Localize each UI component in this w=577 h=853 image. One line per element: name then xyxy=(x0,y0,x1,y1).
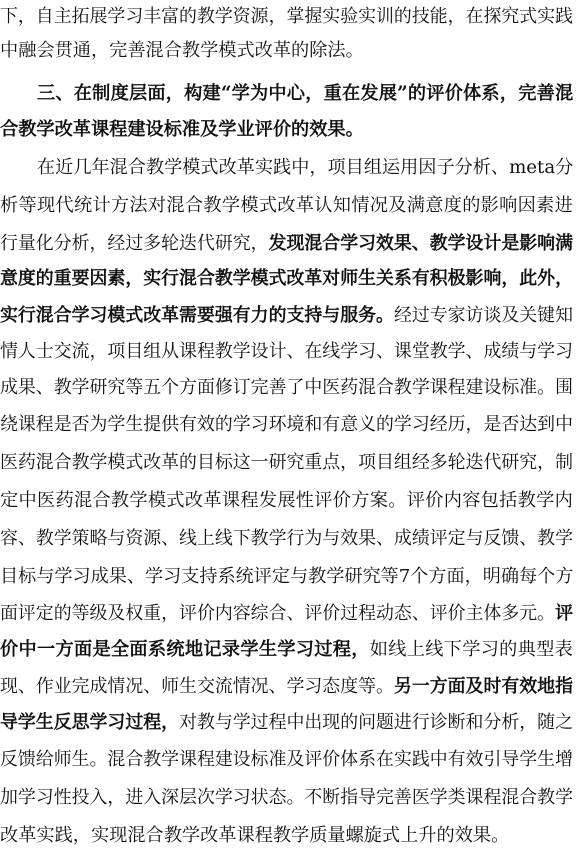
text-line xyxy=(0,299,577,333)
bold-text-segment: 价中一方面是全面系统地记录学生学习过程， xyxy=(0,639,370,660)
text-line xyxy=(0,560,577,594)
text-line-content xyxy=(0,560,573,594)
text-line xyxy=(0,484,577,518)
text-line-content xyxy=(0,299,573,333)
text-line xyxy=(0,0,577,34)
text-line-content xyxy=(37,77,573,111)
text-segment: 经过专家访谈及关键知 xyxy=(393,305,573,326)
text-line-content xyxy=(0,227,573,261)
text-line-content xyxy=(0,781,573,815)
text-segment: 情人士交流，项目组从课程教学设计、在线学习、课堂教学、成绩与学习 xyxy=(0,341,573,362)
text-segment: 中融会贯通，完善混合教学模式改革的除法。 xyxy=(0,40,364,61)
text-segment: 析等现代统计方法对混合教学模式改革认知情况及满意度的影响因素进 xyxy=(0,195,574,216)
text-line-content xyxy=(0,446,573,480)
bold-text-segment: 另一方面及时有效地指 xyxy=(393,676,573,697)
text-line-content xyxy=(0,113,364,147)
text-line-content xyxy=(0,484,573,518)
text-line xyxy=(37,77,577,111)
text-line xyxy=(0,408,577,442)
text-segment: 面评定的等级及权重，评价内容综合、评价过程动态、评价主体多元。 xyxy=(0,603,556,624)
text-line xyxy=(0,597,577,631)
text-line xyxy=(0,522,577,556)
text-segment: 现、作业完成情况、师生交流情况、学习态度等。 xyxy=(0,676,394,697)
bold-text-segment: 合教学改革课程建设标准及学业评价的效果。 xyxy=(0,119,364,140)
text-line-content xyxy=(0,743,573,777)
text-line-content xyxy=(0,262,573,296)
text-segment: 加学习性投入，进入深层次学习状态。不断指导完善医学类课程混合教学 xyxy=(0,787,573,808)
bold-text-segment: 三、在制度层面，构建“学为中心，重在发展”的评价体系，完善混 xyxy=(37,83,574,104)
text-line-content xyxy=(0,670,573,704)
text-segment: 定中医药混合教学模式改革课程发展性评价方案。评价内容包括教学内 xyxy=(0,490,574,511)
text-segment: 目标与学习成果、学习支持系统评定与教学研究等7个方面，明确每个方 xyxy=(0,566,574,587)
text-line-content xyxy=(0,819,509,853)
text-line xyxy=(0,371,577,405)
text-line xyxy=(0,446,577,480)
text-segment: 行量化分析，经过多轮迭代研究， xyxy=(0,233,269,254)
bold-text-segment: 导学生反思学习过程， xyxy=(0,712,180,733)
text-line-content xyxy=(0,0,573,34)
text-segment: 成果、教学研究等五个方面修订完善了中医药混合教学课程建设标准。围 xyxy=(0,377,573,398)
text-line-content xyxy=(0,189,573,223)
text-line xyxy=(37,151,577,185)
text-line-content xyxy=(0,633,573,667)
text-segment: 在近几年混合教学模式改革实践中，项目组运用因子分析、meta分 xyxy=(37,157,574,178)
text-line-content xyxy=(0,335,573,369)
text-line-content xyxy=(0,34,364,68)
text-line xyxy=(0,706,577,740)
text-line xyxy=(0,113,577,147)
text-line xyxy=(0,34,577,68)
text-segment: 反馈给师生。混合教学课程建设标准及评价体系在实践中有效引导学生增 xyxy=(0,749,573,770)
text-line-content xyxy=(0,706,573,740)
text-line xyxy=(0,633,577,667)
text-line-content xyxy=(37,151,573,185)
text-line xyxy=(0,743,577,777)
text-segment: 医药混合教学模式改革的目标这一研究重点，项目组经多轮迭代研究，制 xyxy=(0,452,573,473)
text-line xyxy=(0,335,577,369)
bold-text-segment: 发现混合学习效果、教学设计是影响满 xyxy=(268,233,573,254)
bold-text-segment: 实行混合学习模式改革需要强有力的支持与服务。 xyxy=(0,305,394,326)
text-segment: 绕课程是否为学生提供有效的学习环境和有意义的学习经历，是否达到中 xyxy=(0,414,573,435)
text-line-content xyxy=(0,597,573,631)
text-line-content xyxy=(0,522,573,556)
text-line xyxy=(0,781,577,815)
bold-text-segment: 意度的重要因素，实行混合教学模式改革对师生关系有积极影响，此外， xyxy=(0,268,573,289)
text-line xyxy=(0,262,577,296)
text-segment: 下，自主拓展学习丰富的教学资源，掌握实验实训的技能，在探究式实践 xyxy=(0,6,573,27)
text-line-content xyxy=(0,408,573,442)
text-line xyxy=(0,819,577,853)
text-line-content xyxy=(0,371,573,405)
text-segment: 容、教学策略与资源、线上线下教学行为与效果、成绩评定与反馈、教学 xyxy=(0,528,573,549)
text-segment: 改革实践，实现混合教学改革课程教学质量螺旋式上升的效果。 xyxy=(0,825,510,846)
text-segment: 如线上线下学习的典型表 xyxy=(369,639,574,660)
text-line xyxy=(0,670,577,704)
text-segment: 对教与学过程中出现的问题进行诊断和分析，随之 xyxy=(179,712,573,733)
text-line xyxy=(0,227,577,261)
text-line xyxy=(0,189,577,223)
bold-text-segment: 评 xyxy=(555,603,573,624)
